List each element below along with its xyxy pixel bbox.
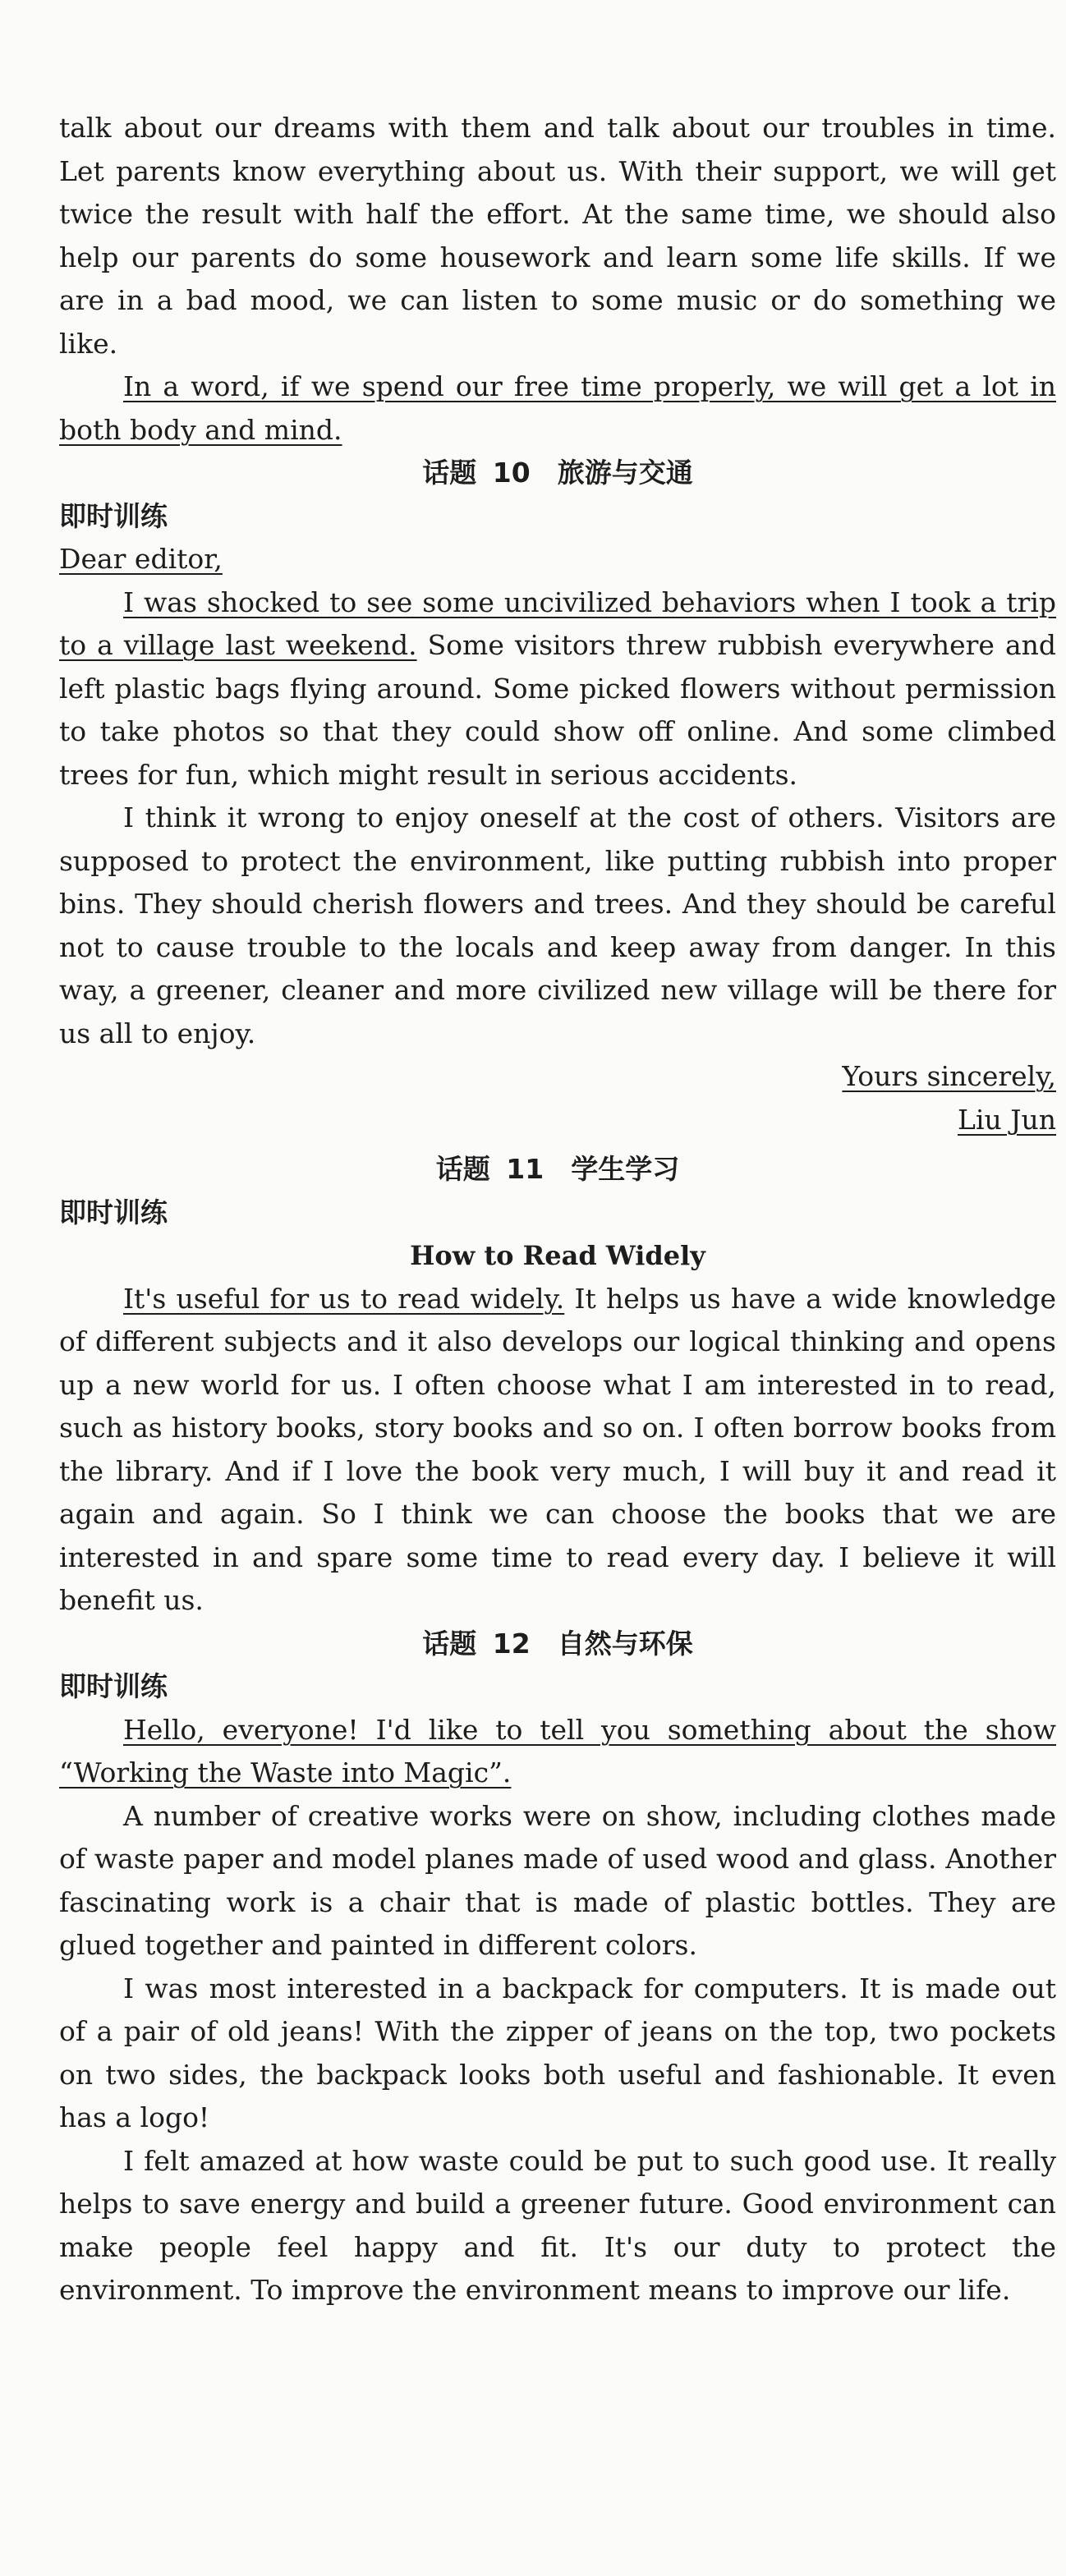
paragraph-text: It helps us have a wide knowledge of different subjects and it also develops our logical thinking and opens up a new world for us. I often choose what I am interested in to read, such as history books, story books and so on. I often borrow books from the library. And if I love the book very much, I will buy it and read it again and again. So I think we can choose the books that we are interested in and spare some time to read every day. I believe it will benefit us. [59, 1282, 1056, 1616]
practice-label: 即时训练 [59, 499, 168, 532]
underlined-sentence: Hello, everyone! I'd like to tell you something about the show “Working the Waste into Magic”. [59, 1713, 1056, 1789]
signature-name: Liu Jun [958, 1103, 1056, 1136]
signature [59, 1099, 1056, 1142]
essay-title: How to Read Widely [410, 1240, 705, 1271]
topic-12-heading: 话题 12 自然与环保 [422, 1627, 693, 1660]
practice-label: 即时训练 [59, 1196, 168, 1228]
paragraph [59, 1278, 1056, 1623]
paragraph [59, 581, 1056, 797]
closing [59, 1055, 1056, 1099]
topic-11-heading: 话题 11 学生学习 [435, 1153, 680, 1185]
paragraph: I was most interested in a backpack for computers. It is made out of a pair of old jeans! With the zipper of jeans on the top, two pockets on two sides, the backpack looks both useful and fashionable. It even has a logo! [59, 1972, 1056, 2133]
paragraph: I felt amazed at how waste could be put to such good use. It really helps to save energy and build a greener future. Good environment can make people feel happy and fit. It's our duty to protect the environment. To improve the environment means to improve our life. [59, 2144, 1056, 2306]
underlined-salutation: Dear editor, [59, 543, 223, 575]
underlined-sentence: I was shocked to see some uncivilized behaviors when I took a trip to a village last weekend. [59, 585, 1056, 661]
topic-10-heading: 话题 10 旅游与交通 [422, 457, 693, 489]
paragraph: I think it wrong to enjoy oneself at the cost of others. Visitors are supposed to protect the environment, like putting rubbish into proper bins. They should cherish flowers and trees. And they should be careful not to cause trouble to the locals and keep away from danger. In this way, a greener, cleaner and more civilized new village will be there for us all to enjoy. [59, 801, 1056, 1049]
salutation [59, 538, 1056, 581]
paragraph-conclusion [59, 365, 1056, 452]
paragraph [59, 1709, 1056, 1795]
paragraph: A number of creative works were on show, including clothes made of waste paper and model planes made of used wood and glass. Another fascinating work is a chair that is made of plastic bottles. They are glued together and painted in different colors. [59, 1799, 1056, 1961]
answer-page [59, 107, 1056, 2312]
underlined-sentence: It's useful for us to read widely. [123, 1282, 565, 1315]
practice-label: 即时训练 [59, 1670, 168, 1702]
underlined-sentence: In a word, if we spend our free time properly, we will get a lot in both body and mind. [59, 370, 1056, 446]
paragraph-text: Some visitors threw rubbish everywhere and left plastic bags flying around. Some picked flowers without permission to take photos so that they could show off online. And some climbed trees for fun, which might result in serious accidents. [59, 629, 1056, 791]
paragraph: talk about our dreams with them and talk about our troubles in time. Let parents know everything about us. With their support, we will get twice the result with half the effort. At the same time, we should also help our parents do some housework and learn some life skills. If we are in a bad mood, we can listen to some music or do something we like. [59, 112, 1056, 360]
closing-text: Yours sincerely, [842, 1060, 1056, 1092]
